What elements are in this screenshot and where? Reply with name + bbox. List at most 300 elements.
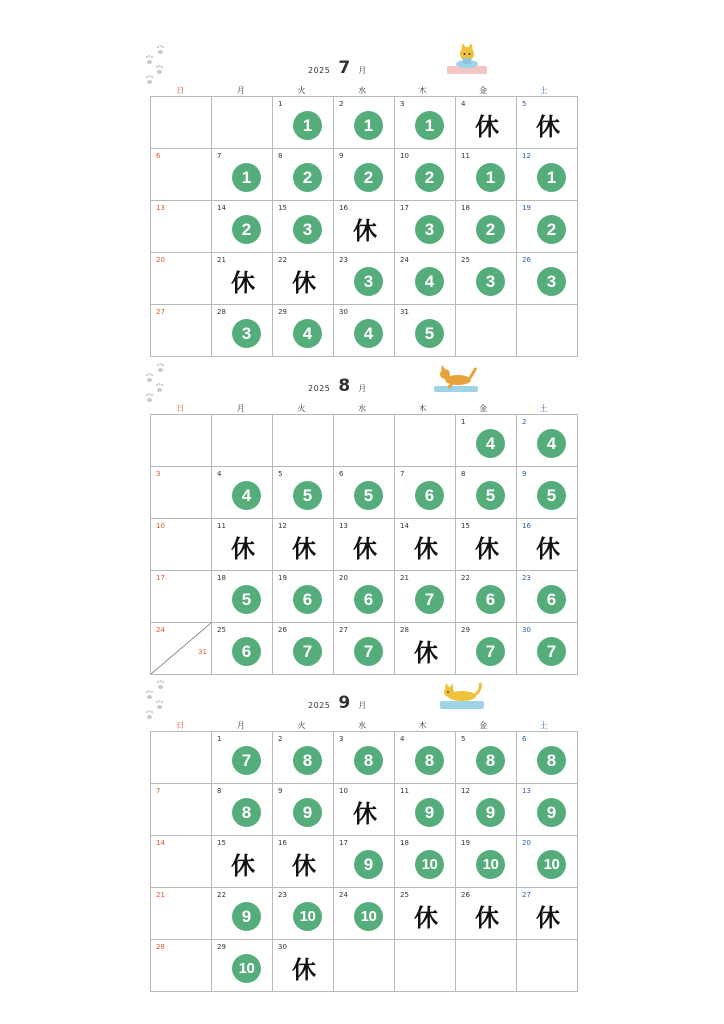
year-label: 2025 bbox=[308, 66, 331, 75]
count-badge: 1 bbox=[232, 163, 261, 192]
day-cell bbox=[334, 623, 395, 675]
day-cell bbox=[273, 519, 334, 571]
weekday-label: 木 bbox=[418, 86, 427, 95]
day-cell bbox=[273, 940, 334, 992]
day-cell bbox=[456, 836, 517, 888]
day-cell bbox=[273, 836, 334, 888]
day-cell bbox=[334, 305, 395, 357]
count-badge: 7 bbox=[537, 637, 566, 666]
day-cell bbox=[151, 940, 212, 992]
paw-prints-icon bbox=[141, 46, 167, 86]
day-number: 18 bbox=[400, 839, 409, 847]
count-badge: 5 bbox=[293, 481, 322, 510]
day-number: 3 bbox=[156, 470, 161, 478]
day-cell bbox=[212, 784, 273, 836]
day-cell bbox=[456, 467, 517, 519]
weekday-header bbox=[150, 85, 574, 96]
day-cell bbox=[334, 519, 395, 571]
count-badge: 2 bbox=[232, 215, 261, 244]
day-number: 4 bbox=[217, 470, 222, 478]
count-badge: 2 bbox=[354, 163, 383, 192]
day-cell bbox=[212, 415, 273, 467]
day-cell bbox=[212, 571, 273, 623]
day-number: 9 bbox=[522, 470, 527, 478]
day-cell bbox=[395, 519, 456, 571]
count-badge: 10 bbox=[293, 902, 322, 931]
day-number: 28 bbox=[400, 626, 409, 634]
day-cell bbox=[273, 253, 334, 305]
weekday-label: 金 bbox=[479, 404, 488, 413]
day-cell bbox=[517, 571, 578, 623]
holiday-mark: 休 bbox=[414, 535, 438, 563]
day-cell bbox=[273, 415, 334, 467]
count-badge: 1 bbox=[537, 163, 566, 192]
count-badge: 8 bbox=[537, 746, 566, 775]
day-number: 3 bbox=[400, 100, 405, 108]
weekday-label: 日 bbox=[176, 721, 185, 730]
count-badge: 2 bbox=[537, 215, 566, 244]
cat-on-cushion-icon bbox=[443, 42, 491, 76]
holiday-mark: 休 bbox=[475, 113, 499, 141]
week-row bbox=[151, 467, 578, 519]
day-cell bbox=[456, 149, 517, 201]
day-cell bbox=[212, 149, 273, 201]
weekday-label: 水 bbox=[358, 86, 367, 95]
week-row bbox=[151, 784, 578, 836]
day-number: 3 bbox=[339, 735, 344, 743]
count-badge: 6 bbox=[476, 585, 505, 614]
day-number: 21 bbox=[400, 574, 409, 582]
day-number: 10 bbox=[400, 152, 409, 160]
day-number: 5 bbox=[461, 735, 466, 743]
day-number: 17 bbox=[400, 204, 409, 212]
day-cell bbox=[151, 888, 212, 940]
day-cell bbox=[517, 888, 578, 940]
day-number: 24 bbox=[339, 891, 348, 899]
day-cell bbox=[395, 201, 456, 253]
week-row bbox=[151, 623, 578, 675]
count-badge: 9 bbox=[293, 798, 322, 827]
holiday-mark: 休 bbox=[536, 113, 560, 141]
day-cell bbox=[151, 97, 212, 149]
month-kanji: 月 bbox=[358, 701, 367, 710]
month-8 bbox=[138, 376, 578, 676]
day-number: 31 bbox=[400, 308, 409, 316]
day-number: 26 bbox=[278, 626, 287, 634]
holiday-mark: 休 bbox=[353, 800, 377, 828]
holiday-mark: 休 bbox=[414, 904, 438, 932]
day-number: 17 bbox=[339, 839, 348, 847]
day-cell bbox=[395, 467, 456, 519]
day-cell bbox=[212, 201, 273, 253]
day-cell bbox=[517, 519, 578, 571]
day-number: 14 bbox=[217, 204, 226, 212]
holiday-mark: 休 bbox=[231, 535, 255, 563]
count-badge: 4 bbox=[537, 429, 566, 458]
day-number: 11 bbox=[461, 152, 470, 160]
week-row bbox=[151, 571, 578, 623]
count-badge: 3 bbox=[537, 267, 566, 296]
holiday-mark: 休 bbox=[536, 904, 560, 932]
day-number: 1 bbox=[461, 418, 466, 426]
day-cell bbox=[212, 732, 273, 784]
weekday-header bbox=[150, 403, 574, 414]
day-number: 17 bbox=[156, 574, 165, 582]
day-cell bbox=[212, 519, 273, 571]
day-cell bbox=[273, 305, 334, 357]
count-badge: 2 bbox=[476, 215, 505, 244]
weekday-label: 木 bbox=[418, 404, 427, 413]
day-cell bbox=[517, 305, 578, 357]
day-number: 30 bbox=[278, 943, 287, 951]
day-cell bbox=[151, 149, 212, 201]
day-cell bbox=[212, 940, 273, 992]
day-number: 11 bbox=[217, 522, 226, 530]
day-number: 14 bbox=[156, 839, 165, 847]
day-cell bbox=[273, 732, 334, 784]
day-number: 27 bbox=[522, 891, 531, 899]
count-badge: 3 bbox=[293, 215, 322, 244]
count-badge: 8 bbox=[232, 798, 261, 827]
day-number: 13 bbox=[339, 522, 348, 530]
count-badge: 8 bbox=[476, 746, 505, 775]
day-number: 20 bbox=[156, 256, 165, 264]
week-row bbox=[151, 97, 578, 149]
day-number: 20 bbox=[522, 839, 531, 847]
week-row bbox=[151, 888, 578, 940]
day-cell bbox=[517, 784, 578, 836]
day-number: 30 bbox=[339, 308, 348, 316]
day-cell bbox=[334, 571, 395, 623]
month-number: 7 bbox=[338, 58, 351, 78]
count-badge: 6 bbox=[232, 637, 261, 666]
day-cell bbox=[395, 305, 456, 357]
day-number: 15 bbox=[217, 839, 226, 847]
count-badge: 5 bbox=[415, 319, 444, 348]
calendar-grid bbox=[150, 414, 578, 675]
cat-lying-icon bbox=[438, 677, 486, 711]
day-number: 25 bbox=[461, 256, 470, 264]
paw-icon bbox=[145, 394, 154, 403]
count-badge: 7 bbox=[293, 637, 322, 666]
day-number: 23 bbox=[278, 891, 287, 899]
holiday-mark: 休 bbox=[353, 217, 377, 245]
day-number: 13 bbox=[156, 204, 165, 212]
paw-icon bbox=[156, 364, 165, 373]
day-cell bbox=[456, 888, 517, 940]
count-badge: 4 bbox=[476, 429, 505, 458]
month-title bbox=[308, 58, 366, 80]
day-cell bbox=[395, 253, 456, 305]
day-number: 5 bbox=[278, 470, 283, 478]
day-cell bbox=[212, 97, 273, 149]
paw-icon bbox=[155, 701, 164, 710]
count-badge: 2 bbox=[415, 163, 444, 192]
day-number: 20 bbox=[339, 574, 348, 582]
day-cell bbox=[456, 732, 517, 784]
day-cell bbox=[395, 415, 456, 467]
day-number: 24 bbox=[156, 626, 165, 634]
weekday-label: 月 bbox=[236, 721, 245, 730]
weekday-label: 日 bbox=[176, 404, 185, 413]
day-number: 19 bbox=[522, 204, 531, 212]
day-number: 10 bbox=[156, 522, 165, 530]
year-label: 2025 bbox=[308, 701, 331, 710]
day-cell bbox=[395, 836, 456, 888]
day-number: 11 bbox=[400, 787, 409, 795]
day-number: 6 bbox=[522, 735, 527, 743]
count-badge: 1 bbox=[476, 163, 505, 192]
count-badge: 3 bbox=[354, 267, 383, 296]
week-row bbox=[151, 201, 578, 253]
count-badge: 7 bbox=[415, 585, 444, 614]
day-cell bbox=[456, 201, 517, 253]
day-cell bbox=[334, 415, 395, 467]
week-row bbox=[151, 519, 578, 571]
count-badge: 6 bbox=[354, 585, 383, 614]
day-cell bbox=[151, 623, 212, 675]
count-badge: 10 bbox=[537, 850, 566, 879]
day-cell bbox=[456, 571, 517, 623]
month-kanji: 月 bbox=[358, 384, 367, 393]
paw-icon bbox=[156, 46, 165, 55]
holiday-mark: 休 bbox=[536, 535, 560, 563]
day-number: 23 bbox=[339, 256, 348, 264]
day-cell bbox=[517, 415, 578, 467]
month-number: 9 bbox=[338, 693, 351, 713]
day-number: 26 bbox=[522, 256, 531, 264]
day-number: 22 bbox=[217, 891, 226, 899]
day-number: 21 bbox=[217, 256, 226, 264]
weekday-header bbox=[150, 720, 574, 731]
count-badge: 7 bbox=[476, 637, 505, 666]
day-cell bbox=[334, 784, 395, 836]
count-badge: 10 bbox=[476, 850, 505, 879]
day-cell bbox=[273, 571, 334, 623]
day-cell bbox=[334, 467, 395, 519]
day-cell bbox=[395, 149, 456, 201]
paw-icon bbox=[145, 691, 154, 700]
day-number-secondary: 31 bbox=[198, 648, 207, 656]
day-cell bbox=[517, 201, 578, 253]
holiday-mark: 休 bbox=[353, 535, 377, 563]
count-badge: 4 bbox=[232, 481, 261, 510]
week-row bbox=[151, 415, 578, 467]
day-cell bbox=[151, 571, 212, 623]
day-cell bbox=[456, 623, 517, 675]
holiday-mark: 休 bbox=[292, 269, 316, 297]
count-badge: 10 bbox=[415, 850, 444, 879]
day-cell bbox=[273, 149, 334, 201]
weekday-label: 月 bbox=[236, 86, 245, 95]
day-number: 30 bbox=[522, 626, 531, 634]
day-number: 1 bbox=[278, 100, 283, 108]
day-cell bbox=[517, 97, 578, 149]
day-number: 19 bbox=[461, 839, 470, 847]
month-number: 8 bbox=[338, 376, 351, 396]
holiday-mark: 休 bbox=[475, 904, 499, 932]
day-cell bbox=[151, 467, 212, 519]
day-number: 12 bbox=[522, 152, 531, 160]
count-badge: 10 bbox=[232, 954, 261, 983]
count-badge: 8 bbox=[415, 746, 444, 775]
day-number: 29 bbox=[278, 308, 287, 316]
day-number: 1 bbox=[217, 735, 222, 743]
day-cell bbox=[456, 519, 517, 571]
paw-icon bbox=[145, 76, 154, 85]
calendar-grid bbox=[150, 96, 578, 357]
day-cell bbox=[517, 623, 578, 675]
day-cell bbox=[334, 97, 395, 149]
count-badge: 5 bbox=[476, 481, 505, 510]
paw-prints-icon bbox=[141, 681, 167, 721]
paw-icon bbox=[156, 681, 165, 690]
day-number: 22 bbox=[278, 256, 287, 264]
day-cell bbox=[456, 305, 517, 357]
day-number: 4 bbox=[400, 735, 405, 743]
count-badge: 5 bbox=[232, 585, 261, 614]
count-badge: 7 bbox=[354, 637, 383, 666]
count-badge: 9 bbox=[537, 798, 566, 827]
day-number: 6 bbox=[156, 152, 161, 160]
day-cell bbox=[517, 253, 578, 305]
weekday-label: 火 bbox=[297, 86, 306, 95]
weekday-label: 土 bbox=[539, 721, 548, 730]
paw-icon bbox=[145, 374, 154, 383]
weekday-label: 水 bbox=[358, 404, 367, 413]
day-number: 21 bbox=[156, 891, 165, 899]
day-number: 15 bbox=[461, 522, 470, 530]
day-cell bbox=[395, 784, 456, 836]
day-number: 7 bbox=[156, 787, 161, 795]
weekday-label: 金 bbox=[479, 86, 488, 95]
day-cell bbox=[517, 836, 578, 888]
count-badge: 3 bbox=[476, 267, 505, 296]
day-number: 12 bbox=[461, 787, 470, 795]
paw-icon bbox=[145, 56, 154, 65]
weekday-label: 土 bbox=[539, 86, 548, 95]
cat-stretching-icon bbox=[432, 360, 480, 394]
day-number: 12 bbox=[278, 522, 287, 530]
week-row bbox=[151, 836, 578, 888]
day-number: 24 bbox=[400, 256, 409, 264]
count-badge: 2 bbox=[293, 163, 322, 192]
count-badge: 6 bbox=[415, 481, 444, 510]
day-cell bbox=[212, 305, 273, 357]
weekday-label: 水 bbox=[358, 721, 367, 730]
week-row bbox=[151, 149, 578, 201]
holiday-mark: 休 bbox=[292, 852, 316, 880]
day-number: 29 bbox=[217, 943, 226, 951]
holiday-mark: 休 bbox=[414, 639, 438, 667]
month-kanji: 月 bbox=[358, 66, 367, 75]
day-number: 9 bbox=[278, 787, 283, 795]
day-number: 27 bbox=[156, 308, 165, 316]
day-number: 7 bbox=[217, 152, 222, 160]
day-number: 10 bbox=[339, 787, 348, 795]
day-cell bbox=[334, 940, 395, 992]
day-number: 4 bbox=[461, 100, 466, 108]
count-badge: 4 bbox=[293, 319, 322, 348]
weekday-label: 火 bbox=[297, 404, 306, 413]
holiday-mark: 休 bbox=[475, 535, 499, 563]
count-badge: 8 bbox=[354, 746, 383, 775]
month-9 bbox=[138, 693, 578, 993]
count-badge: 8 bbox=[293, 746, 322, 775]
day-cell bbox=[151, 305, 212, 357]
day-cell bbox=[273, 467, 334, 519]
count-badge: 4 bbox=[415, 267, 444, 296]
day-number: 26 bbox=[461, 891, 470, 899]
day-cell bbox=[273, 888, 334, 940]
day-number: 28 bbox=[156, 943, 165, 951]
count-badge: 4 bbox=[354, 319, 383, 348]
day-number: 8 bbox=[217, 787, 222, 795]
day-number: 8 bbox=[278, 152, 283, 160]
count-badge: 1 bbox=[415, 111, 444, 140]
day-number: 16 bbox=[278, 839, 287, 847]
day-cell bbox=[334, 732, 395, 784]
weekday-label: 金 bbox=[479, 721, 488, 730]
count-badge: 9 bbox=[415, 798, 444, 827]
paw-icon bbox=[155, 66, 164, 75]
holiday-mark: 休 bbox=[231, 269, 255, 297]
count-badge: 10 bbox=[354, 902, 383, 931]
count-badge: 1 bbox=[354, 111, 383, 140]
count-badge: 5 bbox=[537, 481, 566, 510]
day-cell bbox=[273, 201, 334, 253]
paw-icon bbox=[145, 711, 154, 720]
weekday-label: 火 bbox=[297, 721, 306, 730]
day-cell bbox=[517, 940, 578, 992]
day-cell bbox=[517, 149, 578, 201]
day-cell bbox=[273, 97, 334, 149]
day-cell bbox=[456, 940, 517, 992]
day-cell bbox=[334, 836, 395, 888]
day-cell bbox=[334, 253, 395, 305]
day-number: 15 bbox=[278, 204, 287, 212]
day-number: 29 bbox=[461, 626, 470, 634]
day-number: 28 bbox=[217, 308, 226, 316]
day-cell bbox=[212, 888, 273, 940]
day-cell bbox=[273, 784, 334, 836]
day-cell bbox=[334, 201, 395, 253]
holiday-mark: 休 bbox=[292, 535, 316, 563]
day-cell bbox=[517, 732, 578, 784]
weekday-label: 月 bbox=[236, 404, 245, 413]
month-title bbox=[308, 693, 366, 715]
day-number: 23 bbox=[522, 574, 531, 582]
day-cell bbox=[212, 623, 273, 675]
holiday-mark: 休 bbox=[231, 852, 255, 880]
holiday-mark: 休 bbox=[292, 956, 316, 984]
day-cell bbox=[395, 888, 456, 940]
day-cell bbox=[151, 732, 212, 784]
day-number: 22 bbox=[461, 574, 470, 582]
day-number: 25 bbox=[217, 626, 226, 634]
day-number: 2 bbox=[522, 418, 527, 426]
year-label: 2025 bbox=[308, 384, 331, 393]
day-cell bbox=[395, 623, 456, 675]
day-number: 8 bbox=[461, 470, 466, 478]
day-cell bbox=[151, 519, 212, 571]
day-number: 2 bbox=[339, 100, 344, 108]
day-number: 14 bbox=[400, 522, 409, 530]
week-row bbox=[151, 940, 578, 992]
paw-icon bbox=[155, 384, 164, 393]
week-row bbox=[151, 305, 578, 357]
day-number: 13 bbox=[522, 787, 531, 795]
